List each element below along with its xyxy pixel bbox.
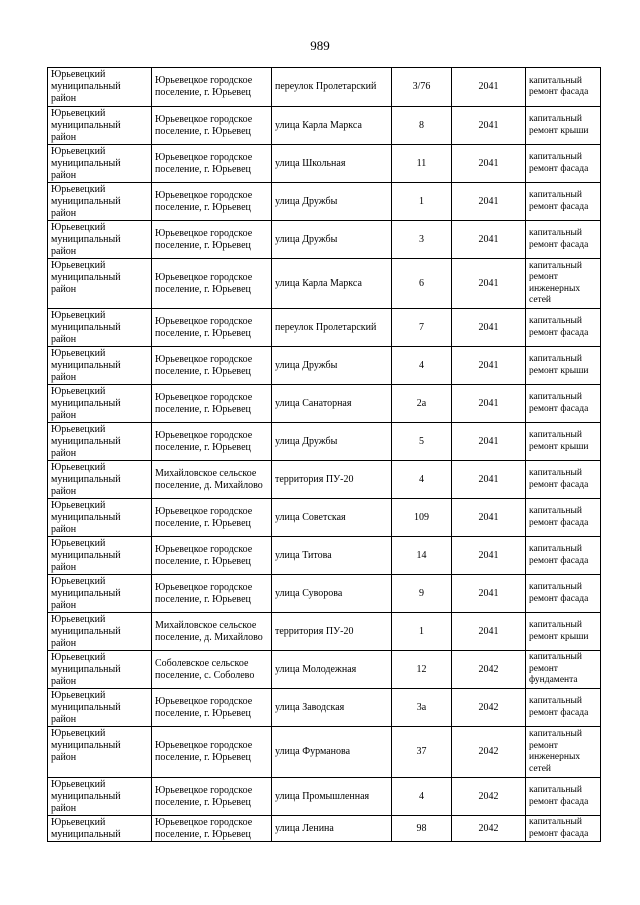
table-row: [48, 613, 601, 651]
cell-work: капитальный ремонт крыши: [526, 347, 601, 385]
cell-district: Юрьевецкий муниципальный район: [48, 423, 152, 461]
cell-street: улица Дружбы: [272, 221, 392, 259]
cell-house: 4: [392, 347, 452, 385]
cell-year: 2041: [452, 259, 526, 309]
cell-street: улица Фурманова: [272, 727, 392, 778]
cell-house: 109: [392, 499, 452, 537]
cell-settlement: Юрьевецкое городское поселение, г. Юрьевец: [152, 423, 272, 461]
cell-district: Юрьевецкий муниципальный район: [48, 613, 152, 651]
page-number: 989: [310, 38, 330, 53]
cell-district: Юрьевецкий муниципальный район: [48, 651, 152, 689]
table-row: [48, 575, 601, 613]
cell-work: капитальный ремонт фасада: [526, 183, 601, 221]
cell-district: Юрьевецкий муниципальный район: [48, 689, 152, 727]
cell-settlement: Юрьевецкое городское поселение, г. Юрьевец: [152, 816, 272, 842]
cell-work: капитальный ремонт фасада: [526, 537, 601, 575]
cell-house: 4: [392, 461, 452, 499]
cell-district: Юрьевецкий муниципальный район: [48, 107, 152, 145]
cell-street: улица Заводская: [272, 689, 392, 727]
cell-street: улица Суворова: [272, 575, 392, 613]
cell-year: 2041: [452, 221, 526, 259]
cell-house: 9: [392, 575, 452, 613]
cell-district: Юрьевецкий муниципальный район: [48, 778, 152, 816]
cell-district: Юрьевецкий муниципальный район: [48, 727, 152, 778]
cell-district: Юрьевецкий муниципальный район: [48, 385, 152, 423]
cell-work: капитальный ремонт фасада: [526, 145, 601, 183]
cell-street: территория ПУ-20: [272, 461, 392, 499]
table-row: [48, 183, 601, 221]
cell-year: 2041: [452, 385, 526, 423]
cell-year: 2041: [452, 423, 526, 461]
cell-work: капитальный ремонт фасада: [526, 575, 601, 613]
cell-street: улица Карла Маркса: [272, 107, 392, 145]
cell-house: 14: [392, 537, 452, 575]
cell-settlement: Юрьевецкое городское поселение, г. Юрьевец: [152, 778, 272, 816]
cell-district: Юрьевецкий муниципальный район: [48, 461, 152, 499]
table-row: [48, 461, 601, 499]
table-row: [48, 385, 601, 423]
cell-year: 2042: [452, 816, 526, 842]
cell-year: 2041: [452, 68, 526, 107]
cell-street: улица Ленина: [272, 816, 392, 842]
cell-street: переулок Пролетарский: [272, 68, 392, 107]
cell-district: Юрьевецкий муниципальный: [48, 816, 152, 842]
table-row: [48, 816, 601, 842]
cell-work: капитальный ремонт крыши: [526, 107, 601, 145]
cell-work: капитальный ремонт фасада: [526, 499, 601, 537]
cell-street: улица Школьная: [272, 145, 392, 183]
housing-repair-table: [47, 67, 601, 842]
cell-year: 2041: [452, 461, 526, 499]
cell-district: Юрьевецкий муниципальный район: [48, 183, 152, 221]
table-row: [48, 727, 601, 778]
cell-settlement: Юрьевецкое городское поселение, г. Юрьевец: [152, 68, 272, 107]
cell-street: улица Советская: [272, 499, 392, 537]
cell-work: капитальный ремонт фасада: [526, 385, 601, 423]
cell-district: Юрьевецкий муниципальный район: [48, 221, 152, 259]
cell-settlement: Юрьевецкое городское поселение, г. Юрьевец: [152, 183, 272, 221]
cell-year: 2042: [452, 778, 526, 816]
cell-settlement: Юрьевецкое городское поселение, г. Юрьевец: [152, 347, 272, 385]
cell-year: 2042: [452, 727, 526, 778]
cell-street: улица Санаторная: [272, 385, 392, 423]
cell-house: 1: [392, 183, 452, 221]
cell-street: улица Титова: [272, 537, 392, 575]
table-row: [48, 68, 601, 107]
cell-district: Юрьевецкий муниципальный район: [48, 68, 152, 107]
cell-house: 37: [392, 727, 452, 778]
cell-settlement: Михайловское сельское поселение, д. Михайлово: [152, 613, 272, 651]
cell-house: 8: [392, 107, 452, 145]
cell-work: капитальный ремонт фасада: [526, 461, 601, 499]
cell-house: 3/76: [392, 68, 452, 107]
cell-street: улица Карла Маркса: [272, 259, 392, 309]
cell-year: 2041: [452, 183, 526, 221]
cell-house: 7: [392, 309, 452, 347]
cell-settlement: Юрьевецкое городское поселение, г. Юрьевец: [152, 537, 272, 575]
cell-street: улица Промышленная: [272, 778, 392, 816]
cell-house: 3а: [392, 689, 452, 727]
cell-street: улица Дружбы: [272, 423, 392, 461]
cell-district: Юрьевецкий муниципальный район: [48, 575, 152, 613]
table-body: [48, 68, 601, 842]
cell-year: 2042: [452, 651, 526, 689]
cell-work: капитальный ремонт фасада: [526, 816, 601, 842]
table-row: [48, 259, 601, 309]
cell-work: капитальный ремонт фасада: [526, 689, 601, 727]
cell-district: Юрьевецкий муниципальный район: [48, 347, 152, 385]
cell-year: 2041: [452, 613, 526, 651]
table-row: [48, 145, 601, 183]
cell-work: капитальный ремонт фундамента: [526, 651, 601, 689]
cell-year: 2041: [452, 499, 526, 537]
cell-settlement: Юрьевецкое городское поселение, г. Юрьевец: [152, 727, 272, 778]
table-row: [48, 778, 601, 816]
cell-house: 12: [392, 651, 452, 689]
cell-settlement: Соболевское сельское поселение, с. Соболево: [152, 651, 272, 689]
cell-work: капитальный ремонт крыши: [526, 613, 601, 651]
cell-work: капитальный ремонт фасада: [526, 221, 601, 259]
cell-house: 1: [392, 613, 452, 651]
cell-settlement: Юрьевецкое городское поселение, г. Юрьевец: [152, 575, 272, 613]
cell-work: капитальный ремонт инженерных сетей: [526, 727, 601, 778]
cell-work: капитальный ремонт фасада: [526, 778, 601, 816]
table-row: [48, 107, 601, 145]
cell-year: 2042: [452, 689, 526, 727]
cell-work: капитальный ремонт фасада: [526, 68, 601, 107]
cell-district: Юрьевецкий муниципальный район: [48, 499, 152, 537]
cell-settlement: Юрьевецкое городское поселение, г. Юрьевец: [152, 221, 272, 259]
cell-year: 2041: [452, 145, 526, 183]
table-row: [48, 221, 601, 259]
table-row: [48, 347, 601, 385]
cell-settlement: Юрьевецкое городское поселение, г. Юрьевец: [152, 689, 272, 727]
cell-settlement: Юрьевецкое городское поселение, г. Юрьевец: [152, 499, 272, 537]
cell-district: Юрьевецкий муниципальный район: [48, 537, 152, 575]
cell-district: Юрьевецкий муниципальный район: [48, 259, 152, 309]
table-row: [48, 689, 601, 727]
cell-street: улица Дружбы: [272, 347, 392, 385]
cell-year: 2041: [452, 107, 526, 145]
cell-settlement: Юрьевецкое городское поселение, г. Юрьевец: [152, 145, 272, 183]
cell-street: улица Молодежная: [272, 651, 392, 689]
table-row: [48, 423, 601, 461]
cell-house: 6: [392, 259, 452, 309]
cell-work: капитальный ремонт крыши: [526, 423, 601, 461]
table-row: [48, 499, 601, 537]
cell-settlement: Юрьевецкое городское поселение, г. Юрьевец: [152, 309, 272, 347]
cell-year: 2041: [452, 309, 526, 347]
table-row: [48, 309, 601, 347]
cell-district: Юрьевецкий муниципальный район: [48, 309, 152, 347]
cell-year: 2041: [452, 575, 526, 613]
cell-street: территория ПУ-20: [272, 613, 392, 651]
cell-settlement: Юрьевецкое городское поселение, г. Юрьевец: [152, 385, 272, 423]
table-row: [48, 537, 601, 575]
cell-district: Юрьевецкий муниципальный район: [48, 145, 152, 183]
cell-year: 2041: [452, 537, 526, 575]
cell-house: 3: [392, 221, 452, 259]
cell-settlement: Юрьевецкое городское поселение, г. Юрьевец: [152, 259, 272, 309]
cell-work: капитальный ремонт фасада: [526, 309, 601, 347]
cell-house: 4: [392, 778, 452, 816]
cell-house: 2а: [392, 385, 452, 423]
cell-street: улица Дружбы: [272, 183, 392, 221]
cell-settlement: Юрьевецкое городское поселение, г. Юрьевец: [152, 107, 272, 145]
cell-house: 5: [392, 423, 452, 461]
table-row: [48, 651, 601, 689]
cell-house: 11: [392, 145, 452, 183]
cell-year: 2041: [452, 347, 526, 385]
cell-settlement: Михайловское сельское поселение, д. Михайлово: [152, 461, 272, 499]
cell-street: переулок Пролетарский: [272, 309, 392, 347]
cell-work: капитальный ремонт инженерных сетей: [526, 259, 601, 309]
cell-house: 98: [392, 816, 452, 842]
